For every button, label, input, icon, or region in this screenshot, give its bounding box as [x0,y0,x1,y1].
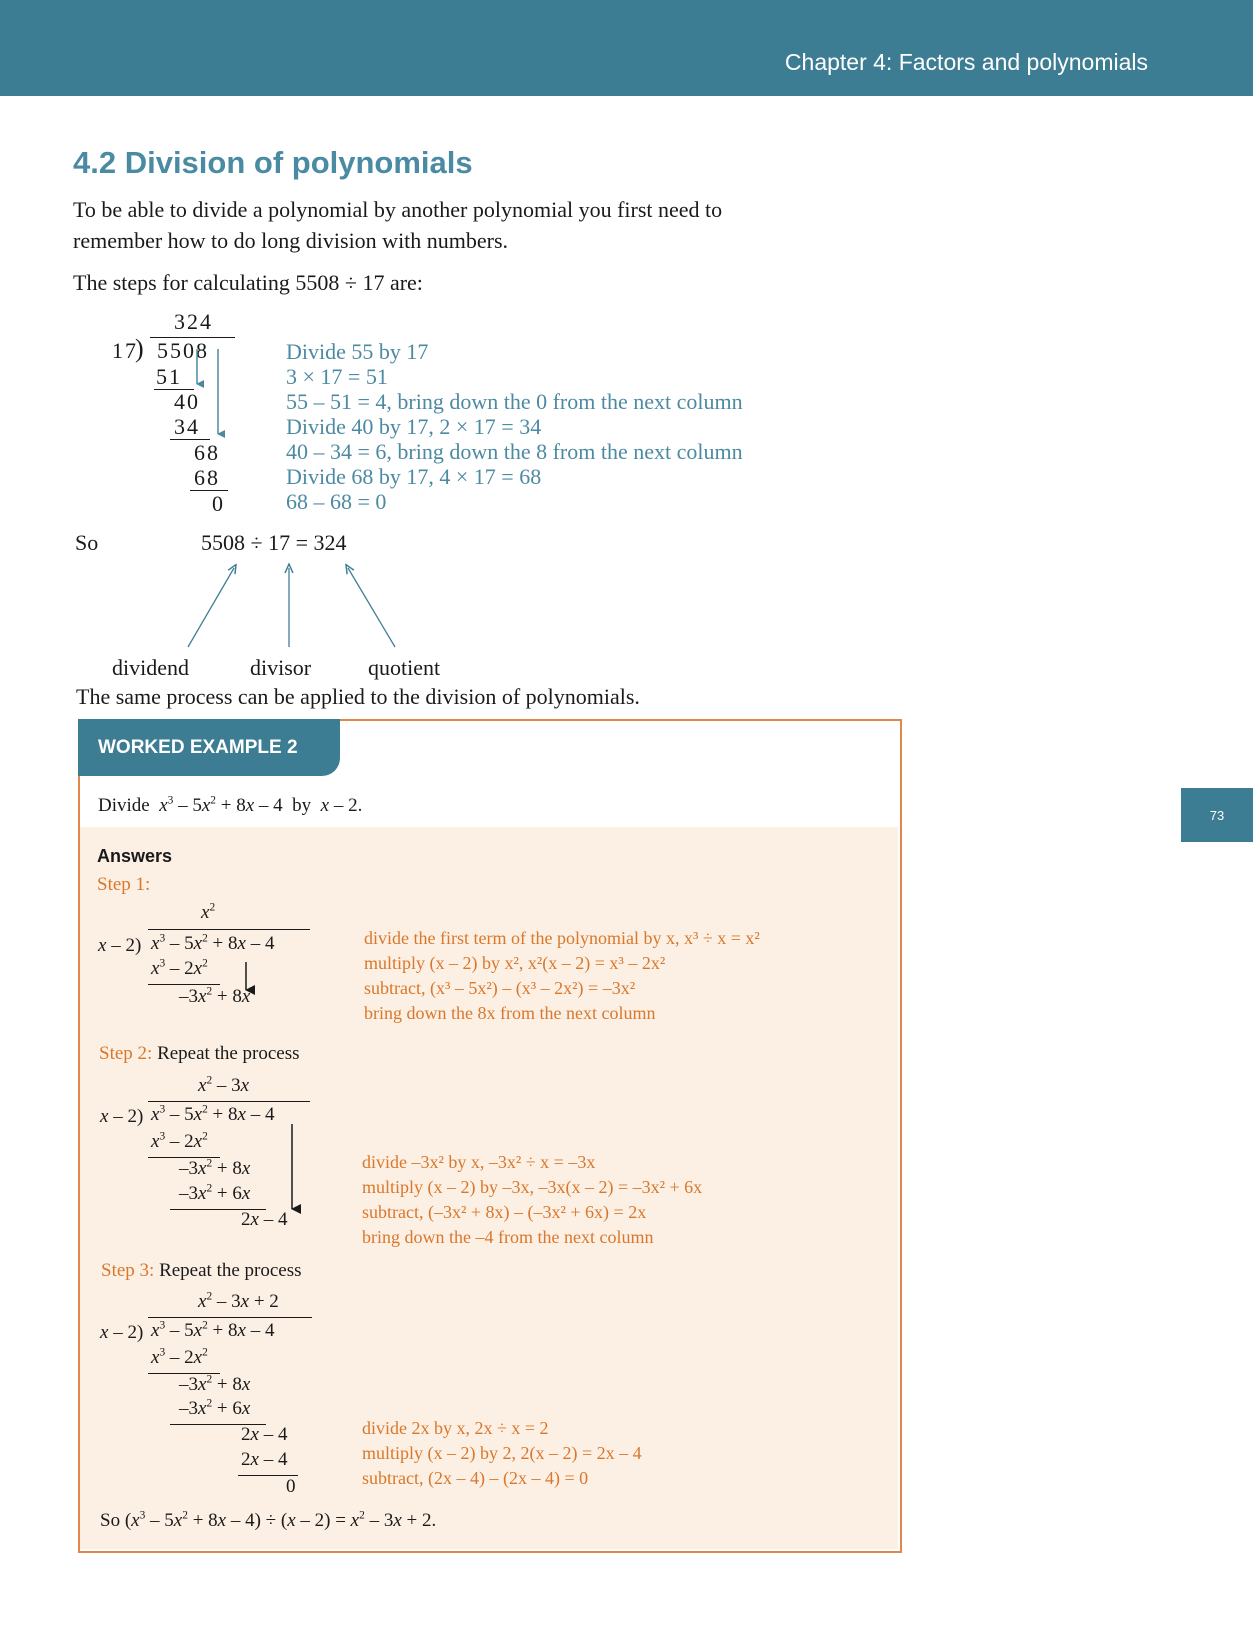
explanation-4: Divide 40 by 17, 2 × 17 = 34 [286,414,542,439]
step1-explanation-3: subtract, (x³ – 5x²) – (x³ – 2x²) = –3x² [364,978,636,998]
step3-divisor: x – 2) [100,1322,144,1343]
step3-row-1: $x^3 - 2x^2$ [151,1346,208,1368]
row-68a: 68 [194,440,220,465]
step2-row-2: $-3x^2 + 8x$ [179,1157,251,1179]
intro-line-1: To be able to divide a polynomial by another polynomial you first need to [73,197,723,222]
row-68b: 68 [194,465,220,490]
explanation-1: Divide 55 by 17 [286,339,429,364]
transition-text: The same process can be applied to the division of polynomials. [76,684,640,709]
step2-label: Step 2: [99,1043,153,1064]
step1-row-1: $x^3 - 2x^2$ [151,957,208,979]
explanation-7: 68 – 68 = 0 [286,489,387,514]
question-prefix: Divide [98,795,150,816]
row-40: 40 [174,389,200,414]
label-quotient: quotient [368,655,441,680]
step2-row-4: 2x – 4 [241,1209,288,1230]
step2-explanation-4: bring down the –4 from the next column [362,1227,654,1247]
step1-dividend: $x^3 - 5x^2 + 8x - 4$ [151,932,275,954]
step3-row-2: $-3x^2 + 8x$ [179,1373,251,1395]
answers-label: Answers [97,846,173,866]
step2-divisor: x – 2) [100,1106,144,1127]
step3-row-4: 2x – 4 [241,1424,288,1445]
step1-divisor: x – 2) [98,935,142,956]
page-number-tab: 73 [1181,788,1253,842]
row-34: 34 [174,414,200,439]
step2-dividend: $x^3 - 5x^2 + 8x - 4$ [151,1103,275,1125]
step2-explanation-2: multiply (x – 2) by –3x, –3x(x – 2) = –3x² + 6x [362,1177,703,1197]
step2-row-1: $x^3 - 2x^2$ [151,1130,208,1152]
step3-label: Step 3: [101,1260,155,1281]
label-dividend: dividend [112,655,189,680]
step3-row-6: 0 [286,1476,296,1497]
step1-quotient: $x^2$ [201,901,216,923]
step1-explanation-4: bring down the 8x from the next column [364,1003,656,1023]
step1-explanation-1: divide the first term of the polynomial by x, x³ ÷ x = x² [364,928,760,948]
steps-intro: The steps for calculating 5508 ÷ 17 are: [73,270,423,295]
step2-text: Repeat the process [157,1043,300,1064]
explanation-3: 55 – 51 = 4, bring down the 0 from the next column [286,389,743,414]
explanation-2: 3 × 17 = 51 [286,364,388,389]
step3-explanation-1: divide 2x by x, 2x ÷ x = 2 [362,1418,549,1438]
conclusion: So $(x^3 - 5x^2 + 8x - 4) \div (x - 2) = x^2 - 3x + 2$. [100,1509,437,1531]
question-by: by [292,795,312,816]
explanation-5: 40 – 34 = 6, bring down the 8 from the next column [286,439,743,464]
section-title: 4.2 Division of polynomials [73,145,473,180]
divisor: 17 [112,338,138,363]
intro-line-2: remember how to do long division with numbers. [73,228,509,253]
step3-text: Repeat the process [159,1260,302,1281]
step1-explanation-2: multiply (x – 2) by x², x²(x – 2) = x³ – 2x² [364,953,666,973]
step2-explanation-1: divide –3x² by x, –3x² ÷ x = –3x [362,1152,596,1172]
step3-row-5: 2x – 4 [241,1449,288,1470]
division-bracket: ) [135,334,146,363]
quotient: 324 [174,309,213,334]
worked-example-title: WORKED EXAMPLE 2 [98,737,298,758]
step2-explanation-3: subtract, (–3x² + 8x) – (–3x² + 6x) = 2x [362,1202,647,1222]
row-51: 51 [156,364,182,389]
explanation-6: Divide 68 by 17, 4 × 17 = 68 [286,464,542,489]
step3-quotient: $x^2 - 3x + 2$ [198,1290,279,1312]
step1-label: Step 1: [97,874,151,895]
step3-explanation-2: multiply (x – 2) by 2, 2(x – 2) = 2x – 4 [362,1443,642,1463]
row-0: 0 [212,491,225,516]
step3-row-3: $-3x^2 + 6x$ [179,1397,251,1419]
step3-explanation-3: subtract, (2x – 4) – (2x – 4) = 0 [362,1468,589,1488]
step1-row-2: $-3x^2 + 8x$ [179,985,251,1007]
label-divisor: divisor [250,655,312,680]
step2-quotient: $x^2 - 3x$ [198,1074,250,1096]
so-label: So [75,530,99,555]
dividend: 5508 [157,338,209,363]
step2-row-3: $-3x^2 + 6x$ [179,1182,251,1204]
chapter-title: Chapter 4: Factors and polynomials [784,49,1148,75]
result-equation: 5508 ÷ 17 = 324 [201,530,347,555]
step3-dividend: $x^3 - 5x^2 + 8x - 4$ [151,1319,275,1341]
question: Divide $x^3 - 5x^2 + 8x - 4$ by x – 2. [98,794,363,816]
